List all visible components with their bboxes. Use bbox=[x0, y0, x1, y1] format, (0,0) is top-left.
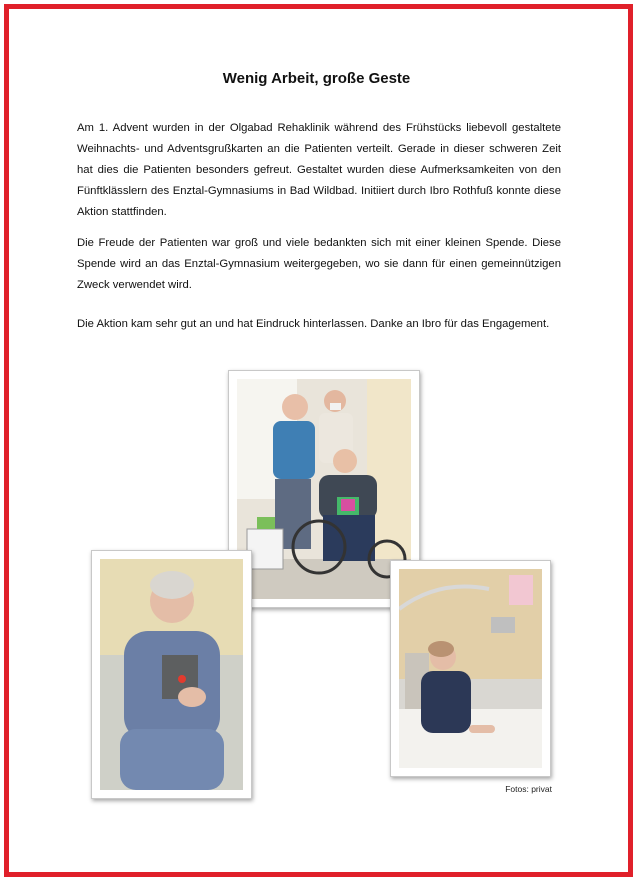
photo-woman-with-card bbox=[91, 550, 252, 799]
photo-woman-on-bed bbox=[390, 560, 551, 777]
paragraph-3: Die Aktion kam sehr gut an und hat Eindruck hinterlassen. Danke an Ibro für das Engagement. bbox=[77, 318, 550, 330]
paragraph-2: Die Freude der Patienten war groß und viele bedankten sich mit einer kleinen Spende. Diese Spende wird an das Enztal-Gymnasium weitergegeben, wo sie dann für einen gemeinnützigen Zweck verwendet wird. bbox=[77, 237, 561, 291]
photo-credit: Fotos: privat bbox=[505, 784, 552, 794]
paragraph-1: Am 1. Advent wurden in der Olgabad Rehaklinik während des Frühstücks liebevoll gestaltete Weihnachts- und Adventsgrußkarten an die Patienten verteilt. Gerade in dieser schweren Zeit hat dies die Patienten besonders gefreut. Gestaltet wurden diese Aufmerksamkeiten von den Fünftklässlern des Enztal-Gymnasiums in Bad Wildbad. Initiiert durch Ibro Rothfuß konnte diese Aktion stattfinden. bbox=[77, 122, 561, 218]
article-title: Wenig Arbeit, große Geste bbox=[222, 70, 411, 87]
